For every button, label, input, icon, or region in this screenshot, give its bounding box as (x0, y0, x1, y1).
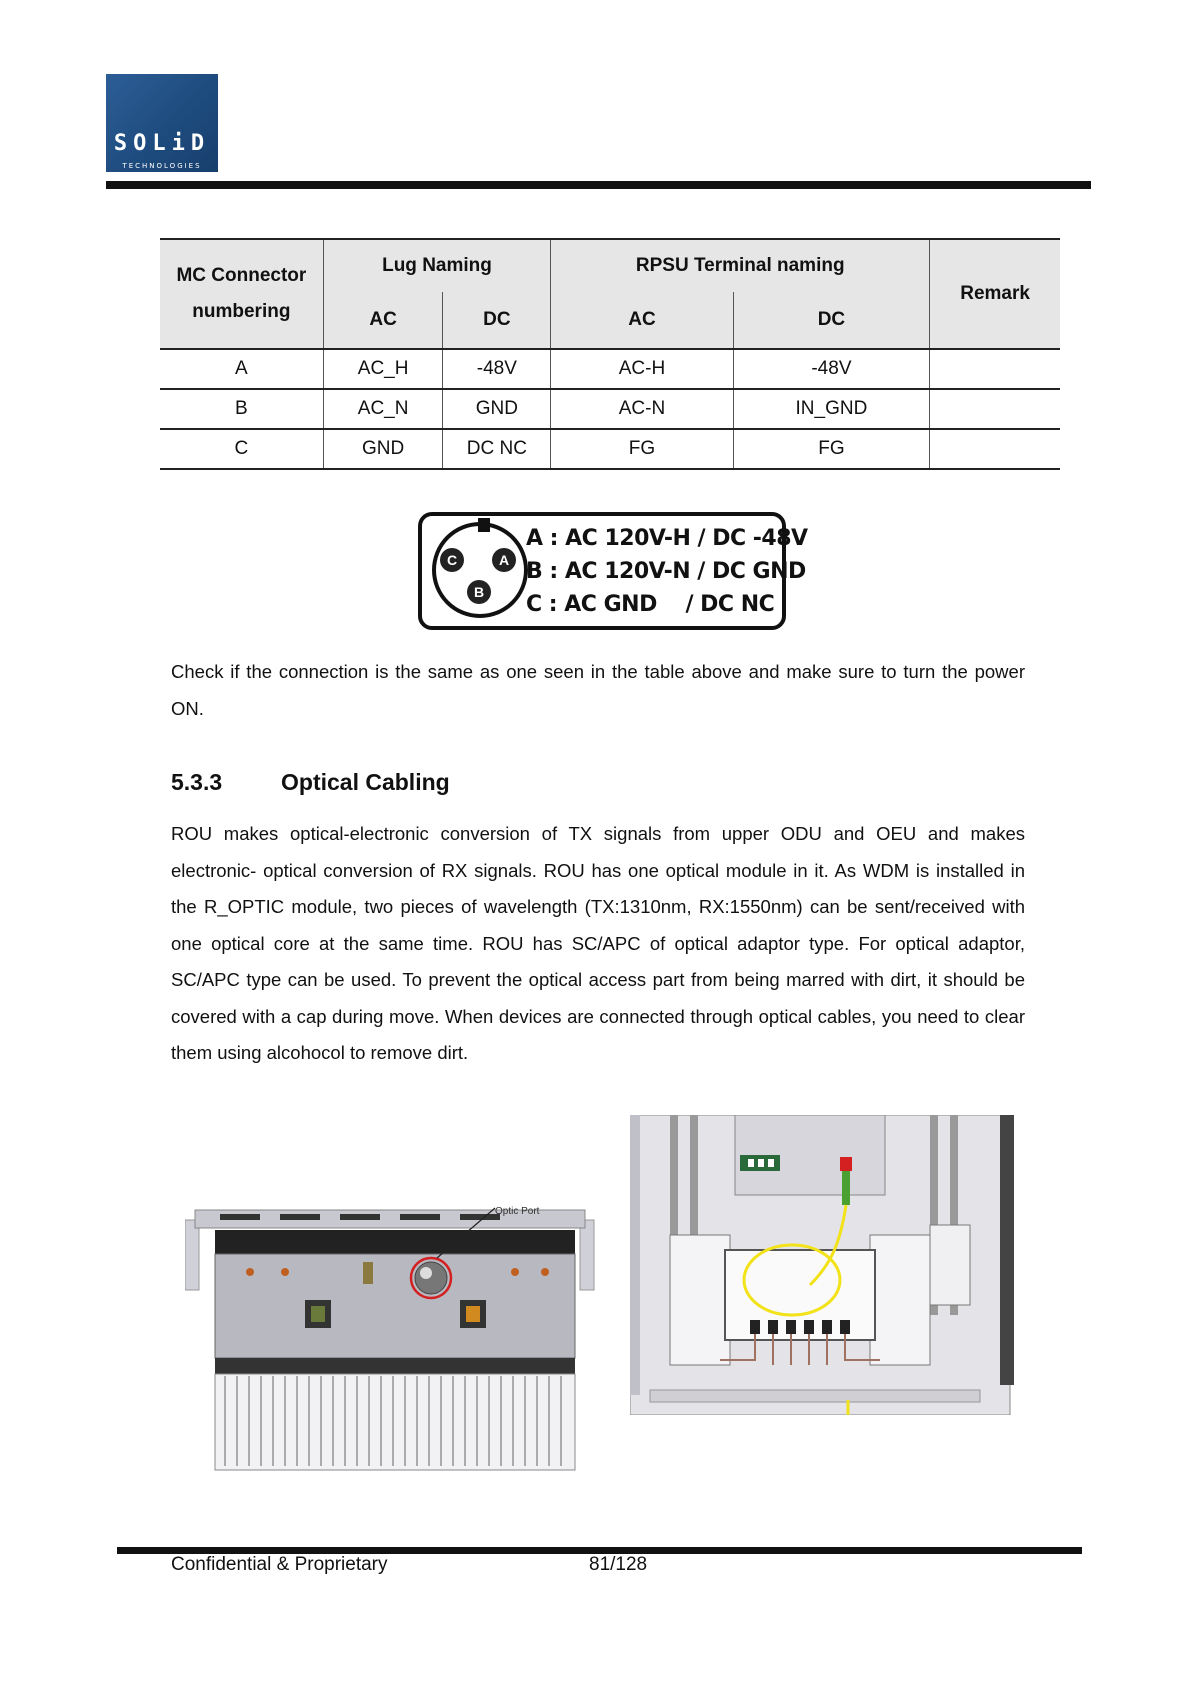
cell-mc: A (160, 349, 323, 389)
header-rpsu-terminal: RPSU Terminal naming (551, 239, 930, 292)
cell-lug-ac: AC_H (323, 349, 443, 389)
footer-confidential: Confidential & Proprietary (171, 1554, 388, 1575)
rou-interior-photo (630, 1115, 1018, 1415)
header-lug-dc: DC (443, 292, 551, 349)
header-mc-connector: MC Connector numbering (160, 239, 323, 349)
cell-rpsu-ac: AC-N (551, 389, 733, 429)
page-number: 81/128 (589, 1554, 648, 1575)
pin-a-description: A : AC 120V-H / DC -48V (526, 526, 808, 551)
pin-b: B (467, 580, 491, 604)
cell-lug-dc: GND (443, 389, 551, 429)
intro-paragraph: Check if the connection is the same as one seen in the table above and make sure to turn the power ON. (171, 661, 1025, 719)
cell-lug-dc: -48V (443, 349, 551, 389)
table-row (160, 349, 1060, 389)
pin-a: A (492, 548, 516, 572)
pin-b-description: B : AC 120V-N / DC GND (526, 559, 806, 584)
header-lug-ac: AC (323, 292, 443, 349)
section-title: Optical Cabling (281, 769, 450, 795)
footer-rule (117, 1547, 1082, 1554)
header-remark: Remark (930, 239, 1060, 349)
cell-remark (930, 429, 1060, 469)
connector-face-icon (432, 522, 528, 618)
cell-lug-dc: DC NC (443, 429, 551, 469)
cell-remark (930, 389, 1060, 429)
cell-rpsu-ac: FG (551, 429, 733, 469)
connector-pinout-diagram (418, 512, 808, 630)
table-row (160, 389, 1060, 429)
section-heading (171, 769, 450, 796)
cell-rpsu-ac: AC-H (551, 349, 733, 389)
cell-mc: B (160, 389, 323, 429)
rou-bottom-view-photo (185, 1180, 605, 1480)
company-logo (106, 74, 218, 172)
pin-c: C (440, 548, 464, 572)
connector-key-notch (478, 518, 490, 532)
cell-mc: C (160, 429, 323, 469)
connector-table (160, 238, 1060, 470)
section-number: 5.3.3 (171, 769, 223, 795)
header-rpsu-ac: AC (551, 292, 733, 349)
cell-rpsu-dc: -48V (733, 349, 930, 389)
body-paragraph: ROU makes optical-electronic conversion of TX signals from upper ODU and OEU and makes electronic- optical conversion of RX signals. ROU has one optical module in it. As WDM is installed in the R_OPTIC module, two pieces of wavelength (TX:1310nm, RX:1550nm) can be sent/received with one optical core at the same time. ROU has SC/APC of optical adaptor type. For optical adaptor, SC/APC type can be used. To prevent the optical access part from being marred with dirt, it should be covered with a cap during move. When devices are connected through optical cables, you need to clear them using alcohocol to remove dirt. (171, 823, 1025, 1063)
cell-lug-ac: GND (323, 429, 443, 469)
optic-port-callout: Optic Port (495, 1206, 540, 1217)
cell-lug-ac: AC_N (323, 389, 443, 429)
cell-rpsu-dc: IN_GND (733, 389, 930, 429)
logo-subtext: TECHNOLOGIES (122, 162, 202, 170)
logo-wordmark: SOLiD (113, 131, 211, 156)
header-lug-naming: Lug Naming (323, 239, 550, 292)
cell-remark (930, 349, 1060, 389)
header-rpsu-dc: DC (733, 292, 930, 349)
pin-c-description: C : AC GND / DC NC (526, 592, 775, 617)
table-row (160, 429, 1060, 469)
header-rule (106, 181, 1091, 189)
cell-rpsu-dc: FG (733, 429, 930, 469)
